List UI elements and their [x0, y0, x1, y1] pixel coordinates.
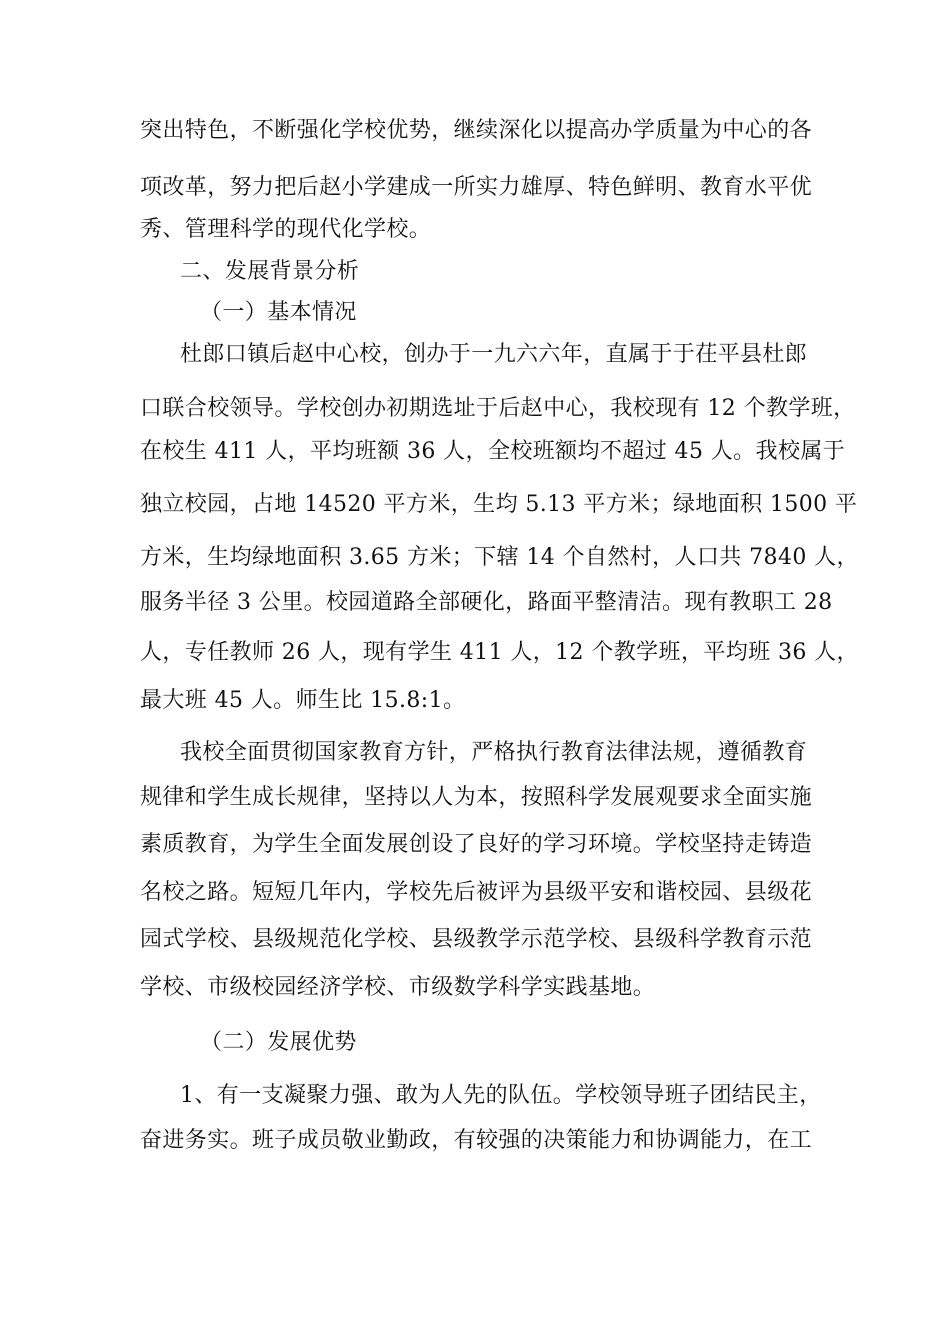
- paragraph-line: 秀、管理科学的现代化学校。: [140, 217, 432, 242]
- paragraph-line: 最大班 45 人。师生比 15.8:1。: [140, 688, 466, 713]
- paragraph-line: 项改革，努力把后赵小学建成一所实力雄厚、特色鲜明、教育水平优: [140, 175, 813, 200]
- paragraph-line: 口联合校领导。学校创办初期选址于后赵中心，我校现有 12 个教学班，: [140, 396, 856, 421]
- paragraph-line: 素质教育，为学生全面发展创设了良好的学习环境。学校坚持走铸造: [140, 832, 813, 857]
- paragraph-line: 服务半径 3 公里。校园道路全部硬化，路面平整清洁。现有教职工 28: [140, 590, 833, 615]
- paragraph-line: 规律和学生成长规律，坚持以人为本，按照科学发展观要求全面实施: [140, 785, 813, 810]
- paragraph-line: 1、有一支凝聚力强、敢为人先的队伍。学校领导班子团结民主，: [180, 1083, 822, 1108]
- paragraph-line: 学校、市级校园经济学校、市级数学科学实践基地。: [140, 975, 656, 1000]
- paragraph-line: 奋进务实。班子成员敬业勤政，有较强的决策能力和协调能力，在工: [140, 1128, 813, 1153]
- paragraph-line: 独立校园，占地 14520 平方米，生均 5.13 平方米；绿地面积 1500 平: [140, 492, 858, 517]
- subsection-heading: （一）基本情况: [200, 300, 357, 325]
- section-heading: 二、发展背景分析: [180, 259, 360, 284]
- paragraph-line: 突出特色，不断强化学校优势，继续深化以提高办学质量为中心的各: [140, 118, 813, 143]
- paragraph-line: 方米，生均绿地面积 3.65 方米；下辖 14 个自然村，人口共 7840 人，: [140, 545, 859, 570]
- paragraph-line: 我校全面贯彻国家教育方针，严格执行教育法律法规，遵循教育: [180, 740, 808, 765]
- paragraph-line: 杜郎口镇后赵中心校，创办于一九六六年，直属于于茌平县杜郎: [180, 342, 808, 367]
- paragraph-line: 人，专任教师 26 人，现有学生 411 人，12 个教学班，平均班 36 人，: [140, 640, 859, 665]
- paragraph-line: 在校生 411 人，平均班额 36 人，全校班额均不超过 45 人。我校属于: [140, 439, 846, 464]
- paragraph-line: 名校之路。短短几年内，学校先后被评为县级平安和谐校园、县级花: [140, 880, 813, 905]
- paragraph-line: 园式学校、县级规范化学校、县级教学示范学校、县级科学教育示范: [140, 927, 813, 952]
- subsection-heading: （二）发展优势: [200, 1030, 357, 1055]
